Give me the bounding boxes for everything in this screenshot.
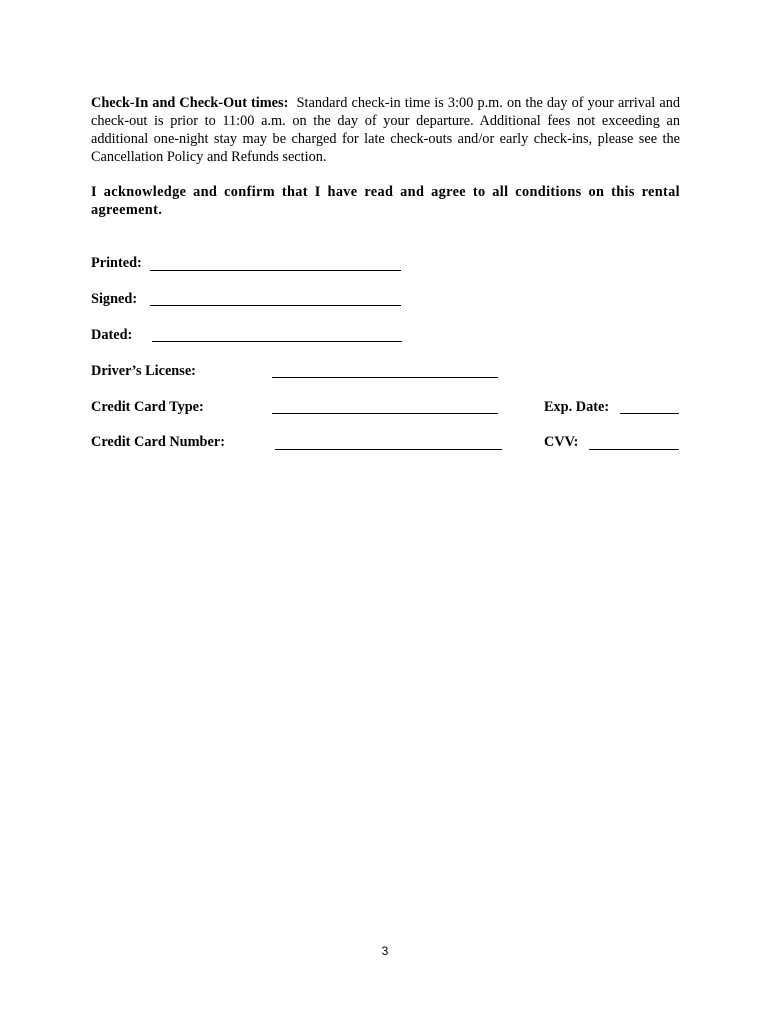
dated-label: Dated: (91, 327, 133, 343)
signed-field[interactable] (150, 289, 401, 306)
cvv-label: CVV: (544, 434, 579, 450)
credit-card-number-field[interactable] (275, 433, 502, 450)
drivers-license-field[interactable] (272, 361, 498, 378)
credit-card-type-label: Credit Card Type: (91, 399, 204, 415)
checkin-checkout-heading: Check-In and Check-Out times: (91, 95, 289, 111)
credit-card-type-field[interactable] (272, 397, 498, 414)
page-number: 3 (381, 944, 389, 958)
checkin-checkout-paragraph (91, 94, 680, 166)
dated-field[interactable] (152, 325, 402, 342)
signed-label: Signed: (91, 291, 138, 307)
drivers-license-label: Driver’s License: (91, 363, 196, 379)
printed-field[interactable] (150, 254, 401, 271)
acknowledgment-statement: I acknowledge and confirm that I have read and agree to all conditions on this rental agreement. (91, 184, 680, 218)
cvv-field[interactable] (589, 433, 679, 450)
printed-label: Printed: (91, 255, 142, 271)
checkin-checkout-body: Standard check-in time is 3:00 p.m. on the day of your arrival and check-out is prior to 11:00 a.m. on the day of your departure. Additional fees not exceeding an additional one-night stay may be charged for late check-outs and/or early check-ins, please see the Cancellation Policy and Refunds section. (91, 95, 680, 165)
exp-date-label: Exp. Date: (544, 399, 610, 415)
credit-card-number-label: Credit Card Number: (91, 434, 225, 450)
exp-date-field[interactable] (620, 397, 679, 414)
